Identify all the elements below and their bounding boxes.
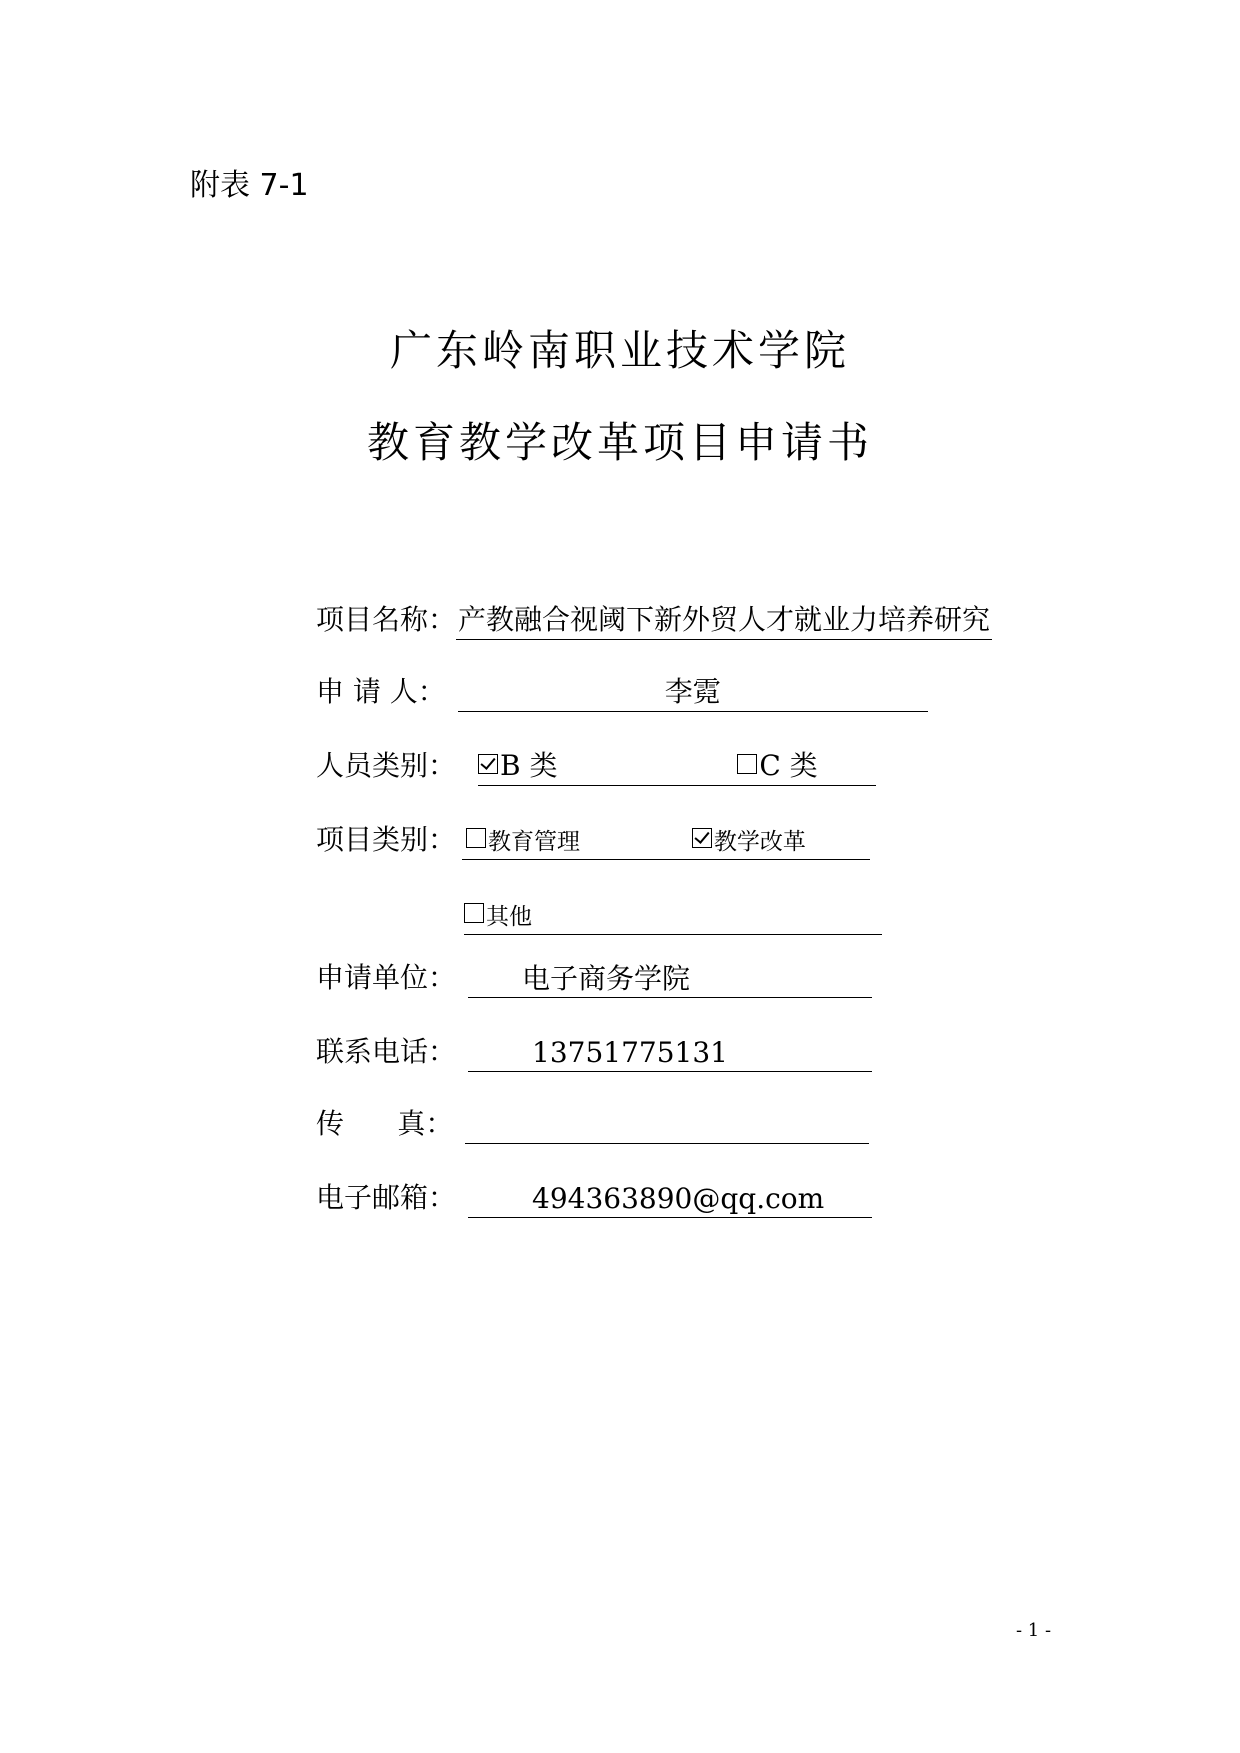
project-category-options-line1 [462, 823, 870, 860]
unit-label: 申请单位： [316, 961, 457, 994]
attachment-label: 附表 7-1 [190, 168, 309, 203]
personnel-category-options [478, 749, 876, 786]
page-number: - 1 - [1016, 1620, 1052, 1641]
option-education-management-label: 教育管理 [488, 829, 581, 855]
project-category-row [316, 820, 870, 860]
project-name-row [316, 600, 992, 640]
unit-value: 电子商务学院 [468, 962, 872, 998]
applicant-label: 申 请 人： [316, 675, 446, 708]
fax-label: 传 真： [316, 1107, 454, 1140]
project-name-label: 项目名称： [316, 603, 457, 636]
personnel-category-label: 人员类别： [316, 749, 457, 782]
checkbox-b-class[interactable] [478, 754, 498, 774]
unit-row [316, 958, 872, 998]
personnel-category-row [316, 746, 876, 786]
option-c-class-label: C 类 [759, 749, 818, 782]
checkbox-teaching-reform[interactable] [692, 828, 712, 848]
email-value: 494363890@qq.com [468, 1182, 872, 1218]
phone-label: 联系电话： [316, 1035, 457, 1068]
option-b-class-label: B 类 [500, 749, 558, 782]
option-other-label: 其他 [486, 904, 532, 930]
phone-value: 13751775131 [468, 1036, 872, 1072]
project-category-label: 项目类别： [316, 823, 457, 856]
project-category-row-2 [464, 895, 882, 935]
phone-row [316, 1032, 872, 1072]
email-label: 电子邮箱： [316, 1181, 457, 1214]
fax-value [465, 1107, 869, 1144]
title-document: 教育教学改革项目申请书 [366, 418, 873, 467]
checkbox-c-class[interactable] [737, 754, 757, 774]
option-teaching-reform-label: 教学改革 [713, 829, 806, 855]
email-row [316, 1178, 872, 1218]
project-category-options-line2 [464, 898, 882, 935]
title-institution: 广东岭南职业技术学院 [389, 326, 850, 375]
fax-row [316, 1104, 869, 1144]
project-name-value: 产教融合视阈下新外贸人才就业力培养研究 [456, 603, 992, 640]
checkbox-other[interactable] [464, 903, 484, 923]
applicant-value: 李霓 [458, 675, 928, 712]
applicant-row [316, 672, 928, 712]
checkbox-education-management[interactable] [466, 828, 486, 848]
